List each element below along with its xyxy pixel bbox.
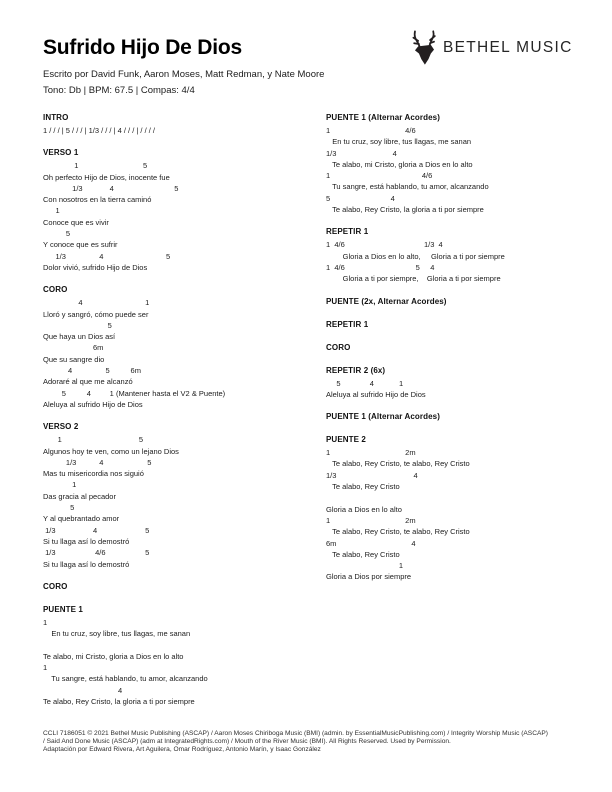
lyric-line: Das gracia al pecador (43, 491, 116, 501)
section-label: PUENTE 1 (Alternar Acordes) (326, 412, 440, 422)
chord-line: 1 2m (326, 448, 416, 458)
chord-line: 1 4/6 (326, 126, 416, 135)
lyric-line: Te alabo, Rey Cristo, te alabo, Rey Cristo (326, 527, 470, 537)
section-label: CORO (43, 581, 68, 591)
blank-line (43, 639, 319, 650)
chord-line: 1/3 4 5 (43, 457, 152, 467)
chord-line: 1 (43, 480, 77, 490)
lyric-line: Gloria a Dios en lo alto (326, 504, 402, 514)
lyric-line: Algunos hoy te ven, como un lejano Dios (43, 446, 179, 456)
lyric-line: Te alabo, Rey Cristo (326, 549, 400, 559)
section-label: CORO (43, 285, 68, 295)
chord-line: 1 5 (43, 161, 148, 171)
lyric-line: Y al quebrantado amor (43, 514, 120, 524)
section-label: INTRO (43, 113, 69, 122)
chord-line: 1 (43, 662, 48, 672)
copyright-line: CCLI 7186051 © 2021 Bethel Music Publishing (ASCAP) / Aaron Moses Chiriboga Music (BMI) (admin. by EssentialMusicPublishing.com) / Integrity Worship Music (ASCAP) (43, 730, 548, 737)
section-puente-1-alternar-acordes (326, 411, 602, 423)
right-column (326, 112, 602, 594)
lyric-line: Tu sangre, está hablando, tu amor, alcanzando (43, 674, 208, 684)
lyric-line: Gloria a Dios por siempre (326, 572, 412, 582)
lyric-line: Dolor vivió, sufrido Hijo de Dios (43, 262, 148, 272)
song-credits: Escrito por David Funk, Aaron Moses, Matt Redman, y Nate Moore (43, 69, 325, 80)
lyric-line: Con nosotros en la tierra caminó (43, 195, 152, 205)
lyric-line: Te alabo, mi Cristo, gloria a Dios en lo alto (43, 651, 184, 661)
section-verso-1 (43, 147, 319, 273)
section-label: CORO (326, 342, 351, 352)
lyric-line: Oh perfecto Hijo de Dios, inocente fue (43, 172, 170, 182)
chord-line: 1 (43, 206, 60, 216)
chord-line: 1 2m (326, 515, 416, 525)
copyright-footer (43, 730, 583, 754)
lyric-line: Te alabo, Rey Cristo, la gloria a ti por siempre (326, 205, 484, 215)
adaptation-credit-line: Adaptación por Edward Rivera, Art Aguilera, Omar Rodríguez, Antonio Marín, y Isaac González (43, 746, 321, 753)
lyric-line: Que haya un Dios así (43, 332, 116, 342)
chord-line: 5 (43, 503, 75, 513)
lyric-line: Lloró y sangró, cómo puede ser (43, 309, 149, 319)
lyric-line: Adoraré al que me alcanzó (43, 377, 133, 387)
chord-line: 4 (43, 685, 123, 695)
chord-line: 1/3 4 5 (43, 183, 179, 193)
section-label: PUENTE (2x, Alternar Acordes) (326, 296, 447, 306)
section-verso-2 (43, 421, 319, 570)
chord-line: 6m 4 (326, 538, 416, 548)
chord-line: 1 (43, 617, 48, 627)
lyric-line: 1 / / / | 5 / / / | 1/3 / / / | 4 / / / | / / / / (43, 126, 155, 135)
song-title: Sufrido Hijo De Dios (43, 36, 243, 59)
section-coro (326, 342, 602, 354)
section-repetir-2-6x (326, 365, 602, 401)
deer-icon (411, 30, 438, 66)
chord-line: 5 4 (326, 193, 395, 203)
lyric-line: Gloria a Dios en lo alto, Gloria a ti por siempre (326, 251, 505, 261)
song-header (43, 36, 403, 96)
chord-line: 4 1 (43, 298, 150, 308)
lyric-line: Y conoce que es sufrir (43, 240, 118, 250)
lyric-line: Aleluya al sufrido Hijo de Dios (43, 399, 143, 409)
chord-line: 1 5 (43, 435, 144, 445)
chord-line: 5 (43, 229, 71, 239)
chord-line: 1/3 4/6 5 (43, 548, 150, 558)
section-label: PUENTE 1 (43, 604, 83, 614)
chord-line: 6m (43, 343, 104, 353)
section-label: PUENTE 1 (Alternar Acordes) (326, 113, 440, 122)
chord-line: 1/3 4 (326, 470, 418, 480)
section-repetir-1 (326, 226, 602, 284)
section-label: PUENTE 2 (326, 435, 366, 445)
lyric-line: Conoce que es vivir (43, 217, 109, 227)
chord-line: 1/3 4 5 (43, 525, 150, 535)
lyric-line: En tu cruz, soy libre, tus llagas, me sanan (43, 629, 191, 639)
chord-line: 5 4 1 (326, 378, 404, 388)
chord-line: 1 4/6 5 4 (326, 262, 435, 272)
lyric-line: Te alabo, Rey Cristo, te alabo, Rey Cristo (326, 459, 470, 469)
section-puente-1-alternar-acordes (326, 112, 602, 215)
section-label: VERSO 1 (43, 148, 79, 158)
section-intro (43, 112, 319, 136)
section-repetir-1 (326, 319, 602, 331)
chord-line: 5 4 1 (Mantener hasta el V2 & Puente) (43, 388, 226, 398)
lyric-line: Te alabo, mi Cristo, gloria a Dios en lo alto (326, 159, 473, 169)
lyric-line: Si tu llaga así lo demostró (43, 559, 130, 569)
lyric-line: Tu sangre, está hablando, tu amor, alcanzando (326, 182, 489, 192)
section-label: VERSO 2 (43, 422, 79, 432)
lyric-line: Mas tu misericordia nos siguió (43, 469, 144, 479)
bethel-music-logo (411, 30, 573, 66)
blank-line (326, 492, 602, 503)
section-puente-1 (43, 604, 319, 707)
lyric-line: Que su sangre dio (43, 354, 105, 364)
lyric-line: Te alabo, Rey Cristo, la gloria a ti por siempre (43, 696, 195, 706)
chord-line: 5 (43, 320, 112, 330)
section-coro (43, 581, 319, 593)
copyright-line: / Said And Done Music (ASCAP) (adm at IntegratedRights.com) / Mouth of the River Music (BMI). All Rights Reserved. Used by Permission. (43, 738, 451, 745)
section-puente-2x-alternar-acordes (326, 296, 602, 308)
chord-line: 1 4/6 1/3 4 (326, 240, 443, 250)
bethel-music-wordmark: BETHEL MUSIC (443, 39, 573, 56)
lyric-line: En tu cruz, soy libre, tus llagas, me sanan (326, 137, 472, 147)
section-puente-2 (326, 434, 602, 583)
section-label: REPETIR 1 (326, 319, 369, 329)
chord-line: 1/3 4 (326, 148, 397, 158)
chord-line: 4 5 6m (43, 366, 141, 376)
chord-line: 1 4/6 (326, 171, 433, 181)
song-meta: Tono: Db | BPM: 67.5 | Compas: 4/4 (43, 84, 195, 96)
section-label: REPETIR 1 (326, 227, 369, 237)
section-label: REPETIR 2 (6x) (326, 365, 386, 375)
lyric-line: Si tu llaga así lo demostró (43, 536, 130, 546)
chord-line: 1/3 4 5 (43, 251, 171, 261)
section-coro (43, 284, 319, 410)
left-column (43, 112, 319, 718)
lyric-line: Gloria a ti por siempre, Gloria a ti por siempre (326, 274, 501, 284)
lyric-line: Aleluya al sufrido Hijo de Dios (326, 389, 426, 399)
lyric-line: Te alabo, Rey Cristo (326, 482, 400, 492)
chord-line: 1 (326, 561, 404, 571)
